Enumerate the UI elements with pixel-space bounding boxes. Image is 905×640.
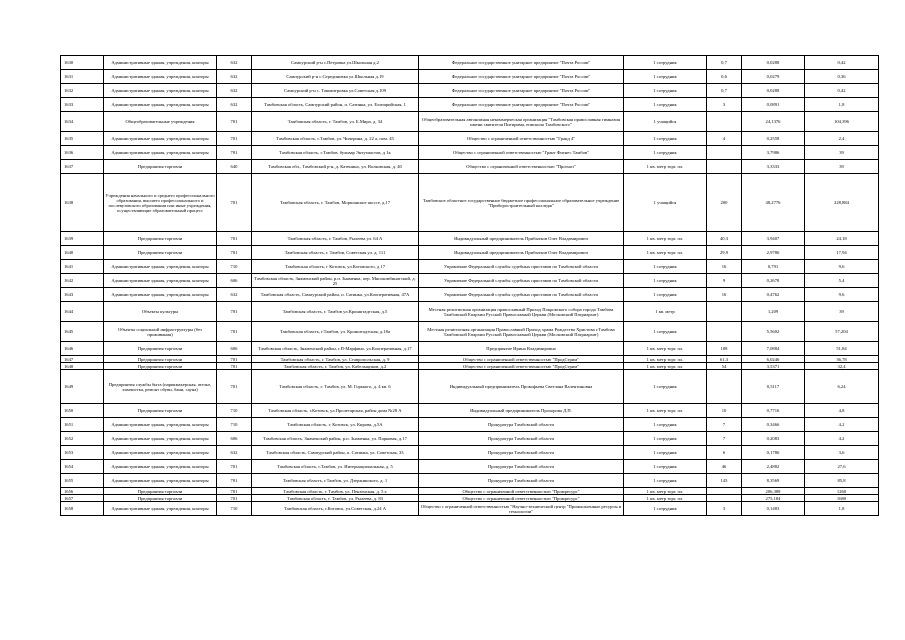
table-row	[61, 84, 879, 98]
table-row	[61, 98, 879, 112]
cell-organization: Федеральное государственное унитарное предприятие "Почта России"	[419, 84, 624, 98]
table-row	[61, 302, 879, 322]
cell-annual-volume: 3,9407	[742, 232, 805, 246]
cell-oktmo-code: 701	[217, 488, 252, 495]
cell-quantity	[707, 160, 742, 174]
cell-annual-volume: 206,388	[742, 488, 805, 495]
cell-unit: 1 сотрудник	[624, 98, 707, 112]
cell-quantity	[707, 322, 742, 342]
cell-annual-volume: 0,1483	[742, 502, 805, 516]
cell-annual-volume: 0,2083	[742, 432, 805, 446]
cell-object-category: Административные здания, учреждения, конторы	[104, 502, 217, 516]
cell-organization: Общество с ограниченной ответственностью "Прогноз"	[419, 160, 624, 174]
cell-row-number: 1636	[61, 146, 104, 160]
cell-annual-volume: 0,4762	[742, 288, 805, 302]
cell-address: Тамбовская обл., Тамбовский р-н, д. Катенино, ул. Волковская, д. 40	[252, 160, 419, 174]
cell-annual-norm: 4,2	[805, 432, 879, 446]
table-row	[61, 432, 879, 446]
table-row	[61, 502, 879, 516]
cell-row-number: 1652	[61, 432, 104, 446]
cell-row-number: 1645	[61, 322, 104, 342]
cell-annual-norm: 85,8	[805, 474, 879, 488]
cell-quantity: 16	[707, 260, 742, 274]
cell-row-number: 1658	[61, 502, 104, 516]
cell-row-number: 1647	[61, 356, 104, 363]
cell-object-category: Административные здания, учреждения, конторы	[104, 98, 217, 112]
cell-organization: Местная религиозная организация православный Приход Покровского собора города Тамбова Тамбовской Епархии Русской Православной Церкви (Московский Патриархат)	[419, 302, 624, 322]
cell-organization: Общество с ограниченной ответственностью "Промресурс"	[419, 488, 624, 495]
cell-unit: 1 сотрудник	[624, 288, 707, 302]
cell-object-category: Предприятия службы быта (парикмахерская, ателье, химчистка, ремонт обуви, бани, сауна)	[104, 370, 217, 404]
cell-object-category: Предприятия торговли	[104, 363, 217, 370]
cell-annual-volume: 0,1786	[742, 446, 805, 460]
table-row	[61, 260, 879, 274]
cell-annual-norm: 0,42	[805, 84, 879, 98]
cell-oktmo-code: 710	[217, 260, 252, 274]
cell-annual-volume: 0,2678	[742, 274, 805, 288]
cell-unit: 1 кв. метр торг. пл.	[624, 495, 707, 502]
cell-annual-norm: 39	[805, 160, 879, 174]
cell-quantity: 108	[707, 342, 742, 356]
cell-row-number: 1646	[61, 342, 104, 356]
cell-object-category: Административные здания, учреждения, конторы	[104, 146, 217, 160]
cell-unit: 1 кв. метр торг. пл.	[624, 342, 707, 356]
table-row	[61, 356, 879, 363]
cell-object-category: Предприятия торговли	[104, 495, 217, 502]
cell-quantity: 9	[707, 274, 742, 288]
cell-object-category: Административные здания, учреждения, конторы	[104, 446, 217, 460]
cell-annual-volume: 0,0288	[742, 56, 805, 70]
cell-oktmo-code: 710	[217, 418, 252, 432]
cell-oktmo-code: 710	[217, 502, 252, 516]
cell-quantity: 0,6	[707, 70, 742, 84]
cell-quantity	[707, 302, 742, 322]
cell-organization: Управление Федеральной службы судебных приставов по Тамбовской области	[419, 260, 624, 274]
cell-oktmo-code: 632	[217, 84, 252, 98]
table-row	[61, 160, 879, 174]
cell-organization: Управление Федеральной службы судебных приставов по Тамбовской области	[419, 274, 624, 288]
cell-unit: 1 сотрудник	[624, 446, 707, 460]
cell-quantity: 7	[707, 418, 742, 432]
registry-table	[60, 55, 879, 516]
cell-annual-volume: 3,7986	[742, 146, 805, 160]
cell-row-number: 1651	[61, 418, 104, 432]
cell-annual-volume: 8,3569	[742, 474, 805, 488]
cell-annual-volume: 48,2776	[742, 174, 805, 232]
cell-organization: Общество с ограниченной ответственностью "Промресурс"	[419, 495, 624, 502]
cell-oktmo-code: 701	[217, 112, 252, 132]
cell-oktmo-code: 701	[217, 132, 252, 146]
table-row	[61, 174, 879, 232]
cell-organization: Тамбовское областное государственное бюджетное профессиональное образовательное учреждение "Приборостроительный колледж"	[419, 174, 624, 232]
cell-annual-norm: 1680	[805, 495, 879, 502]
cell-unit: 1 сотрудник	[624, 502, 707, 516]
cell-organization: Предприятие Ирина Владимировна	[419, 342, 624, 356]
cell-address: Тамбовская область, г. Тамбов, Советская ул. д. 111	[252, 246, 419, 260]
cell-unit: 1 сотрудник	[624, 132, 707, 146]
table-row	[61, 370, 879, 404]
cell-annual-norm: 1,8	[805, 502, 879, 516]
cell-row-number: 1639	[61, 232, 104, 246]
cell-address: Тамбовская область, Сампурский район, п. Сатинка, ул. Советская, 33	[252, 446, 419, 460]
cell-quantity: 29,9	[707, 246, 742, 260]
table-row	[61, 274, 879, 288]
cell-organization: Прокуратура Тамбовской области	[419, 432, 624, 446]
cell-address: Тамбовская область, г. Котовск, ул. Кирова, д.5А	[252, 418, 419, 432]
cell-row-number: 1631	[61, 70, 104, 84]
cell-annual-norm: 39	[805, 146, 879, 160]
cell-address: Тамбовская область, Знаменский район, р.п. Знаменка, ул. Парковая, д.17	[252, 432, 419, 446]
cell-row-number: 1634	[61, 112, 104, 132]
cell-organization: Общество с ограниченной ответственностью "Грант Фитнес Тамбов"	[419, 146, 624, 160]
table-row	[61, 112, 879, 132]
cell-oktmo-code: 710	[217, 404, 252, 418]
cell-object-category: Административные здания, учреждения, конторы	[104, 132, 217, 146]
table-row	[61, 363, 879, 370]
cell-oktmo-code: 701	[217, 174, 252, 232]
cell-annual-volume: 275,184	[742, 495, 805, 502]
cell-organization: Общеобразовательная автономная некоммерческая организация "Тамбовская православная гимназия имени святителя Питирима, епископа Тамбовского"	[419, 112, 624, 132]
cell-address: Тамбовская область, г. Тамбов, Рылеева ул. 64 А	[252, 232, 419, 246]
cell-row-number: 1657	[61, 495, 104, 502]
cell-annual-norm: 4,8	[805, 404, 879, 418]
table-row	[61, 404, 879, 418]
cell-row-number: 1648	[61, 363, 104, 370]
cell-oktmo-code: 701	[217, 232, 252, 246]
cell-unit: 1 сотрудник	[624, 84, 707, 98]
cell-oktmo-code: 640	[217, 160, 252, 174]
cell-row-number: 1638	[61, 174, 104, 232]
cell-annual-norm: 104,396	[805, 112, 879, 132]
cell-annual-volume: 0,5117	[742, 370, 805, 404]
cell-oktmo-code: 632	[217, 288, 252, 302]
cell-annual-volume: 0,3466	[742, 418, 805, 432]
cell-quantity	[707, 370, 742, 404]
table-row	[61, 418, 879, 432]
cell-address: Тамбовская область, г.Тамбов, ул. Дзержинского, д. 1	[252, 474, 419, 488]
cell-address: Тамбовская область, г. Тамбов, ул. Кабельщиков, д.2	[252, 363, 419, 370]
cell-address: Тамбовская область, г.Тамбов, бульвар Энтузиастов, д 1к	[252, 146, 419, 160]
cell-unit: 1 сотрудник	[624, 274, 707, 288]
cell-annual-norm: 0,42	[805, 56, 879, 70]
table-row	[61, 474, 879, 488]
cell-organization: Прокуратура Тамбовской области	[419, 474, 624, 488]
cell-quantity: 4	[707, 132, 742, 146]
cell-oktmo-code: 701	[217, 474, 252, 488]
table-row	[61, 232, 879, 246]
cell-annual-norm: 1260	[805, 488, 879, 495]
cell-annual-norm: 24,18	[805, 232, 879, 246]
cell-quantity: 0,7	[707, 56, 742, 70]
cell-quantity: 6	[707, 446, 742, 460]
cell-address: Тамбовская область, г.Котовск, ул.Пролетарская, район дома №28 А	[252, 404, 419, 418]
cell-annual-norm: 36,78	[805, 356, 879, 363]
cell-object-category: Предприятия торговли	[104, 246, 217, 260]
cell-address: Тамбовская область, г. Тамбов, ул. Рылеева, д. 83	[252, 495, 419, 502]
registry-table-body	[61, 56, 879, 516]
cell-row-number: 1633	[61, 98, 104, 112]
cell-annual-norm: 9,6	[805, 260, 879, 274]
cell-oktmo-code: 701	[217, 322, 252, 342]
cell-address: Сампурский р-н с.Петровка ул.Школьная д.2	[252, 56, 419, 70]
cell-organization: Общество с ограниченной ответственностью "ПродСтрим"	[419, 356, 624, 363]
cell-unit: 1 сотрудник	[624, 474, 707, 488]
cell-address: Сампурский р-н с.Серединовка ул.Школьная д.19	[252, 70, 419, 84]
cell-row-number: 1641	[61, 260, 104, 274]
cell-row-number: 1654	[61, 460, 104, 474]
cell-organization: Индивидуальный предприниматель Прокофьева Светлана Валентиновна	[419, 370, 624, 404]
cell-address: Тамбовская область, Знаменский район, г.П-Марфино, ул.Кооперативная, д.17	[252, 342, 419, 356]
table-row	[61, 132, 879, 146]
table-row	[61, 460, 879, 474]
cell-address: Тамбовская область, Сампурский район, п. Сатинка, ул.Кооперативная, 47А	[252, 288, 419, 302]
cell-annual-norm: 32,4	[805, 363, 879, 370]
cell-oktmo-code: 701	[217, 460, 252, 474]
cell-object-category: Объекты социальной инфраструктуры (без проживания)	[104, 322, 217, 342]
cell-unit: 1 сотрудник	[624, 70, 707, 84]
cell-organization: Индивидуальный предприниматель Прибытков Олег Владимирович	[419, 246, 624, 260]
cell-annual-volume: 2,4882	[742, 460, 805, 474]
cell-unit: 1 сотрудник	[624, 56, 707, 70]
cell-annual-volume: 1,209	[742, 302, 805, 322]
cell-object-category: Предприятия торговли	[104, 488, 217, 495]
cell-object-category: Административные здания, учреждения, конторы	[104, 260, 217, 274]
cell-organization: Индивидуальный предприниматель Прохорова Д.П.	[419, 404, 624, 418]
cell-unit: 1 кв. метр торг. пл.	[624, 246, 707, 260]
cell-row-number: 1649	[61, 370, 104, 404]
cell-address: Тамбовская область, г.Тамбов, ул. Кронштадтская, д.18а	[252, 322, 419, 342]
cell-annual-norm: 1,8	[805, 98, 879, 112]
cell-annual-norm: 51,84	[805, 342, 879, 356]
table-row	[61, 495, 879, 502]
cell-annual-volume: 0,791	[742, 260, 805, 274]
cell-quantity: 46	[707, 460, 742, 474]
cell-address: Тамбовская область, г. Тамбов ул.Кронштадтская, д.5	[252, 302, 419, 322]
cell-quantity: 40,3	[707, 232, 742, 246]
cell-annual-norm: 0,36	[805, 70, 879, 84]
cell-object-category: Предприятия торговли	[104, 356, 217, 363]
cell-quantity: 143	[707, 474, 742, 488]
cell-annual-volume: 7,0884	[742, 342, 805, 356]
table-row	[61, 322, 879, 342]
cell-oktmo-code: 701	[217, 363, 252, 370]
cell-row-number: 1642	[61, 274, 104, 288]
cell-quantity: 3	[707, 98, 742, 112]
cell-object-category: Административные здания, учреждения, конторы	[104, 460, 217, 474]
cell-organization: Федеральное государственное унитарное предприятие "Почта России"	[419, 56, 624, 70]
cell-address: Тамбовская область, г. Тамбов, Моршанское шоссе, д.17	[252, 174, 419, 232]
cell-annual-norm: 2,4	[805, 132, 879, 146]
cell-annual-volume: 3,3333	[742, 160, 805, 174]
cell-organization: Индивидуальный предприниматель Прибытков Олег Владимирович	[419, 232, 624, 246]
cell-address: Тамбовская область, г Котовск, ул.Котовского, д 17	[252, 260, 419, 274]
cell-quantity	[707, 112, 742, 132]
cell-unit: 1 кв. метр торг. пл.	[624, 160, 707, 174]
cell-oktmo-code: 632	[217, 446, 252, 460]
cell-object-category: Административные здания, учреждения, конторы	[104, 288, 217, 302]
cell-unit: 1 сотрудник	[624, 322, 707, 342]
document-page	[60, 55, 849, 516]
cell-oktmo-code: 632	[217, 98, 252, 112]
cell-quantity: 3	[707, 502, 742, 516]
cell-object-category: Административные здания, учреждения, конторы	[104, 84, 217, 98]
cell-row-number: 1635	[61, 132, 104, 146]
cell-oktmo-code: 632	[217, 70, 252, 84]
cell-unit: 1 сотрудник	[624, 260, 707, 274]
cell-quantity: 7	[707, 432, 742, 446]
table-row	[61, 342, 879, 356]
cell-oktmo-code: 701	[217, 356, 252, 363]
cell-quantity: 10	[707, 404, 742, 418]
cell-annual-norm: 17,94	[805, 246, 879, 260]
cell-row-number: 1644	[61, 302, 104, 322]
cell-organization: Прокуратура Тамбовской области	[419, 418, 624, 432]
cell-annual-norm: 3,6	[805, 446, 879, 460]
cell-unit: 1 кв. метр торг. пл.	[624, 488, 707, 495]
cell-unit: 1 сотрудник	[624, 146, 707, 160]
cell-unit: 1 сотрудник	[624, 418, 707, 432]
table-row	[61, 246, 879, 260]
cell-object-category: Административные здания, учреждения, конторы	[104, 56, 217, 70]
cell-object-category: Административные здания, учреждения, конторы	[104, 70, 217, 84]
cell-unit: 1 сотрудник	[624, 460, 707, 474]
cell-object-category: Административные здания, учреждения, конторы	[104, 432, 217, 446]
cell-address: Тамбовская область, г. Тамбов, ул. М. Горького, д. 4 кв. 6	[252, 370, 419, 404]
cell-row-number: 1632	[61, 84, 104, 98]
table-row	[61, 56, 879, 70]
cell-row-number: 1653	[61, 446, 104, 460]
cell-annual-volume: 0,0288	[742, 84, 805, 98]
cell-address: Тамбовская область, г.Тамбов, ул. Чичерина, д. 22 а, пом. 45	[252, 132, 419, 146]
cell-organization: Федеральное государственное унитарное предприятие "Почта России"	[419, 70, 624, 84]
cell-quantity	[707, 488, 742, 495]
cell-object-category: Предприятия торговли	[104, 404, 217, 418]
cell-row-number: 1656	[61, 488, 104, 495]
cell-organization: Местная религиозная организация Православный Приход храма Рождества Христова г.Тамбова Тамбовской Епархии Русской Православной Церкви (Московский Патриархат)	[419, 322, 624, 342]
cell-object-category: Административные здания, учреждения, конторы	[104, 474, 217, 488]
cell-unit: 1 кв. метр торг. пл.	[624, 356, 707, 363]
cell-annual-volume: 6,0246	[742, 356, 805, 363]
cell-address: Тамбовская область, г. Тамбов, ул. Ставропольская, д. 9	[252, 356, 419, 363]
cell-oktmo-code: 701	[217, 302, 252, 322]
table-row	[61, 70, 879, 84]
cell-annual-volume: 5,5602	[742, 322, 805, 342]
cell-address: Тамбовская область, Сампурский район, п. Сатинка, ул. Елизарийская, 1	[252, 98, 419, 112]
cell-row-number: 1637	[61, 160, 104, 174]
cell-quantity: 0,7	[707, 84, 742, 98]
table-row	[61, 446, 879, 460]
cell-oktmo-code: 701	[217, 370, 252, 404]
cell-object-category: Административные здания, учреждения, конторы	[104, 418, 217, 432]
cell-object-category: Предприятия торговли	[104, 342, 217, 356]
table-row	[61, 146, 879, 160]
cell-annual-volume: 24,1376	[742, 112, 805, 132]
cell-object-category: Административные здания, учреждения, конторы	[104, 274, 217, 288]
cell-unit: 1 сотрудник	[624, 370, 707, 404]
cell-quantity: 16	[707, 288, 742, 302]
cell-quantity: 61,3	[707, 356, 742, 363]
cell-unit: 1 учащийся	[624, 112, 707, 132]
cell-quantity: 54	[707, 363, 742, 370]
table-row	[61, 488, 879, 495]
cell-address: Тамбовская область, г. Тамбов, ул. Пензенская, д. 5 а	[252, 488, 419, 495]
cell-annual-norm: 9,6	[805, 288, 879, 302]
cell-annual-volume: 0,0279	[742, 70, 805, 84]
cell-oktmo-code: 632	[217, 56, 252, 70]
cell-oktmo-code: 701	[217, 246, 252, 260]
table-row	[61, 288, 879, 302]
cell-organization: Общество с ограниченной ответственностью "Научно-технический центр "Промышленные ресурсы и технологии"	[419, 502, 624, 516]
cell-annual-norm: 4,2	[805, 418, 879, 432]
cell-quantity	[707, 495, 742, 502]
cell-annual-norm: 27,6	[805, 460, 879, 474]
cell-annual-volume: 0,2558	[742, 132, 805, 146]
cell-annual-volume: 2,9786	[742, 246, 805, 260]
cell-organization: Управление Федеральной службы судебных приставов по Тамбовской области	[419, 288, 624, 302]
cell-address: Тамбовская область, г. Тамбов, ул. Б.Мира, д. 34	[252, 112, 419, 132]
cell-address: Сампурский р-н с. Ташмитровка ул.Советская д.109	[252, 84, 419, 98]
cell-unit: 1 кв. метр торг. пл.	[624, 363, 707, 370]
cell-object-category: Предприятия торговли	[104, 232, 217, 246]
cell-annual-volume: 3,5371	[742, 363, 805, 370]
cell-row-number: 1643	[61, 288, 104, 302]
cell-organization: Общество с ограниченной ответственностью "ПродСтрим"	[419, 363, 624, 370]
cell-annual-norm: 228,884	[805, 174, 879, 232]
cell-oktmo-code: 606	[217, 432, 252, 446]
cell-object-category: Общеобразовательные учреждения	[104, 112, 217, 132]
cell-annual-volume: 0,7716	[742, 404, 805, 418]
cell-address: Тамбовская область, Знаменский район, р.п. Знаменка, пер. Мясокомбинатский, д. 25	[252, 274, 419, 288]
cell-object-category: Предприятия торговли	[104, 160, 217, 174]
cell-oktmo-code: 701	[217, 495, 252, 502]
cell-row-number: 1630	[61, 56, 104, 70]
cell-unit: 1 сотрудник	[624, 432, 707, 446]
cell-unit: 1 кв. метр	[624, 302, 707, 322]
cell-oktmo-code: 701	[217, 146, 252, 160]
cell-object-category: Учреждения начального и среднего профессионального образования, высшего профессионального и послевузовского образования или иные учреждения, осуществляющие образовательный процесс	[104, 174, 217, 232]
cell-organization: Прокуратура Тамбовской области	[419, 460, 624, 474]
cell-annual-volume: 0,0891	[742, 98, 805, 112]
cell-address: Тамбовская область, г.Тамбов, ул. Интернациональная, д. 5	[252, 460, 419, 474]
cell-organization: Федеральное государственное унитарное предприятие "Почта России"	[419, 98, 624, 112]
cell-organization: Прокуратура Тамбовской области	[419, 446, 624, 460]
cell-annual-norm: 5,4	[805, 274, 879, 288]
cell-row-number: 1650	[61, 404, 104, 418]
cell-unit: 1 кв. метр торг. пл.	[624, 232, 707, 246]
cell-object-category: Объекты культуры	[104, 302, 217, 322]
cell-unit: 1 учащийся	[624, 174, 707, 232]
cell-quantity: 200	[707, 174, 742, 232]
cell-annual-norm: 57,204	[805, 322, 879, 342]
cell-organization: Общество с ограниченной ответственностью "Гранд 4"	[419, 132, 624, 146]
cell-row-number: 1640	[61, 246, 104, 260]
cell-address: Тамбовская область, г.Котовск, ул.Советская, д.24 А	[252, 502, 419, 516]
cell-annual-norm: 6,24	[805, 370, 879, 404]
cell-oktmo-code: 606	[217, 274, 252, 288]
cell-row-number: 1655	[61, 474, 104, 488]
cell-oktmo-code: 606	[217, 342, 252, 356]
cell-quantity	[707, 146, 742, 160]
cell-unit: 1 кв. метр торг. пл.	[624, 404, 707, 418]
cell-annual-norm: 39	[805, 302, 879, 322]
